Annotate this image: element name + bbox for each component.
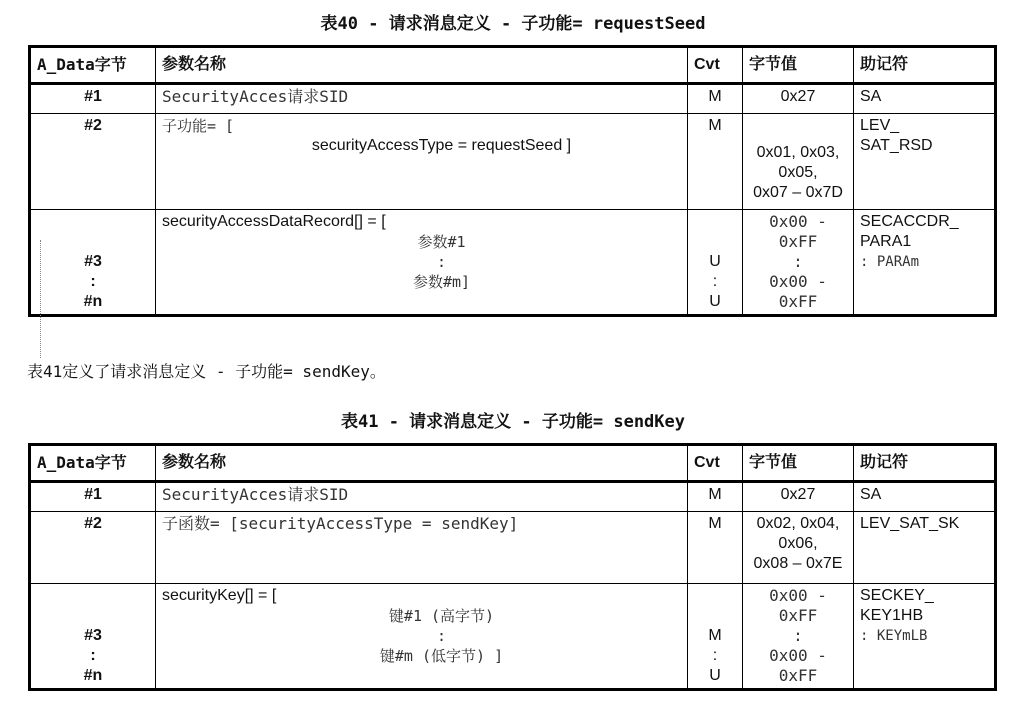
table-row — [30, 84, 996, 114]
header-param: 参数名称 — [156, 47, 688, 84]
cell-value — [743, 512, 854, 584]
cvt-line: U — [709, 667, 721, 684]
cell-param — [156, 584, 688, 690]
cell-adata — [30, 210, 156, 316]
cell-mnemonic — [854, 210, 996, 316]
value-line: 0x02, 0x04, — [756, 515, 840, 532]
mnemonic-line: LEV_ — [860, 117, 900, 134]
cvt-line: : — [712, 273, 718, 290]
adata-line: #n — [83, 667, 103, 684]
mnemonic-line: : KEYmLB — [860, 628, 928, 644]
cell-adata — [30, 584, 156, 690]
table-row — [30, 114, 996, 210]
param-line: securityAccessType = requestSeed ] — [311, 137, 572, 154]
param-line: : — [436, 627, 447, 645]
cell-cvt: M — [688, 114, 743, 210]
cvt-line: M — [708, 627, 722, 644]
header-adata: A_Data字节 — [30, 47, 156, 84]
cell-value — [743, 584, 854, 690]
mnemonic-line: SECKEY_ — [860, 587, 934, 604]
table40 — [28, 45, 997, 317]
cell-param — [156, 210, 688, 316]
adata-line: : — [90, 647, 96, 664]
cvt-line: U — [709, 293, 721, 310]
value-line: 0x00 - 0xFF — [769, 586, 827, 625]
table41-caption: 表41 - 请求消息定义 - 子功能= sendKey — [341, 412, 685, 432]
cell-value — [743, 114, 854, 210]
adata-line: #n — [83, 293, 103, 310]
mnemonic-line: SAT_RSD — [860, 137, 933, 154]
cell-value — [743, 210, 854, 316]
param-line: 子功能= [ — [162, 117, 235, 135]
mnemonic-line: SECACCDR_ — [860, 213, 959, 230]
cell-cvt: M — [688, 482, 743, 512]
table41 — [28, 443, 997, 691]
mnemonic-line: KEY1HB — [860, 607, 924, 624]
value-line: 0x00 - 0xFF — [769, 212, 827, 251]
cell-mnemonic: SA — [854, 482, 996, 512]
value-line: 0x07 – 0x7D — [753, 184, 843, 201]
param-line: 键#m (低字节) ] — [379, 647, 504, 665]
param-line: 键#1 (高字节) — [388, 607, 495, 625]
cell-cvt: M — [688, 84, 743, 114]
cell-mnemonic — [854, 114, 996, 210]
adata-line: : — [90, 273, 96, 290]
cell-mnemonic: SA — [854, 84, 996, 114]
cell-cvt — [688, 210, 743, 316]
header-adata: A_Data字节 — [30, 445, 156, 482]
header-cvt: Cvt — [688, 445, 743, 482]
cell-adata: #2 — [30, 512, 156, 584]
cell-adata: #1 — [30, 84, 156, 114]
cell-adata: #2 — [30, 114, 156, 210]
table41-header-row — [30, 445, 996, 482]
dotted-guide-line — [40, 240, 41, 358]
value-line: : — [793, 252, 803, 271]
value-line: 0x06, — [778, 535, 818, 552]
table-row — [30, 210, 996, 316]
mnemonic-line: : PARAm — [860, 254, 920, 270]
intro-text: 表41定义了请求消息定义 - 子功能= sendKey。 — [27, 362, 386, 381]
header-mnemonic: 助记符 — [854, 445, 996, 482]
param-line: : — [436, 253, 447, 271]
value-line: 0x08 – 0x7E — [753, 555, 843, 572]
table-row — [30, 512, 996, 584]
param-line: securityAccessDataRecord[] = [ — [162, 213, 386, 230]
value-line: 0x01, 0x03, — [756, 144, 840, 161]
value-line: 0x05, — [778, 164, 818, 181]
table40-header-row — [30, 47, 996, 84]
header-value: 字节值 — [743, 47, 854, 84]
cell-adata: #1 — [30, 482, 156, 512]
cell-param: 子函数= [securityAccessType = sendKey] — [156, 512, 688, 584]
value-line: : — [793, 626, 803, 645]
header-mnemonic: 助记符 — [854, 47, 996, 84]
cvt-line: : — [712, 647, 718, 664]
cell-param — [156, 114, 688, 210]
cell-cvt — [688, 584, 743, 690]
cell-mnemonic — [854, 584, 996, 690]
cell-param: SecurityAcces请求SID — [156, 84, 688, 114]
table-row — [30, 482, 996, 512]
cell-value: 0x27 — [743, 84, 854, 114]
header-param: 参数名称 — [156, 445, 688, 482]
param-line: 参数#1 — [417, 233, 466, 251]
cell-param: SecurityAcces请求SID — [156, 482, 688, 512]
cell-value: 0x27 — [743, 482, 854, 512]
param-line: 参数#m] — [412, 273, 471, 291]
cvt-line: U — [709, 253, 721, 270]
param-line: securityKey[] = [ — [162, 587, 277, 604]
value-line: 0x00 - 0xFF — [769, 646, 827, 685]
header-value: 字节值 — [743, 445, 854, 482]
table40-caption: 表40 - 请求消息定义 - 子功能= requestSeed — [320, 14, 706, 34]
mnemonic-line: PARA1 — [860, 233, 912, 250]
value-line: 0x00 - 0xFF — [769, 272, 827, 311]
header-cvt: Cvt — [688, 47, 743, 84]
cell-mnemonic: LEV_SAT_SK — [854, 512, 996, 584]
adata-line: #3 — [84, 627, 102, 644]
table-row — [30, 584, 996, 690]
cell-cvt: M — [688, 512, 743, 584]
adata-line: #3 — [84, 253, 102, 270]
